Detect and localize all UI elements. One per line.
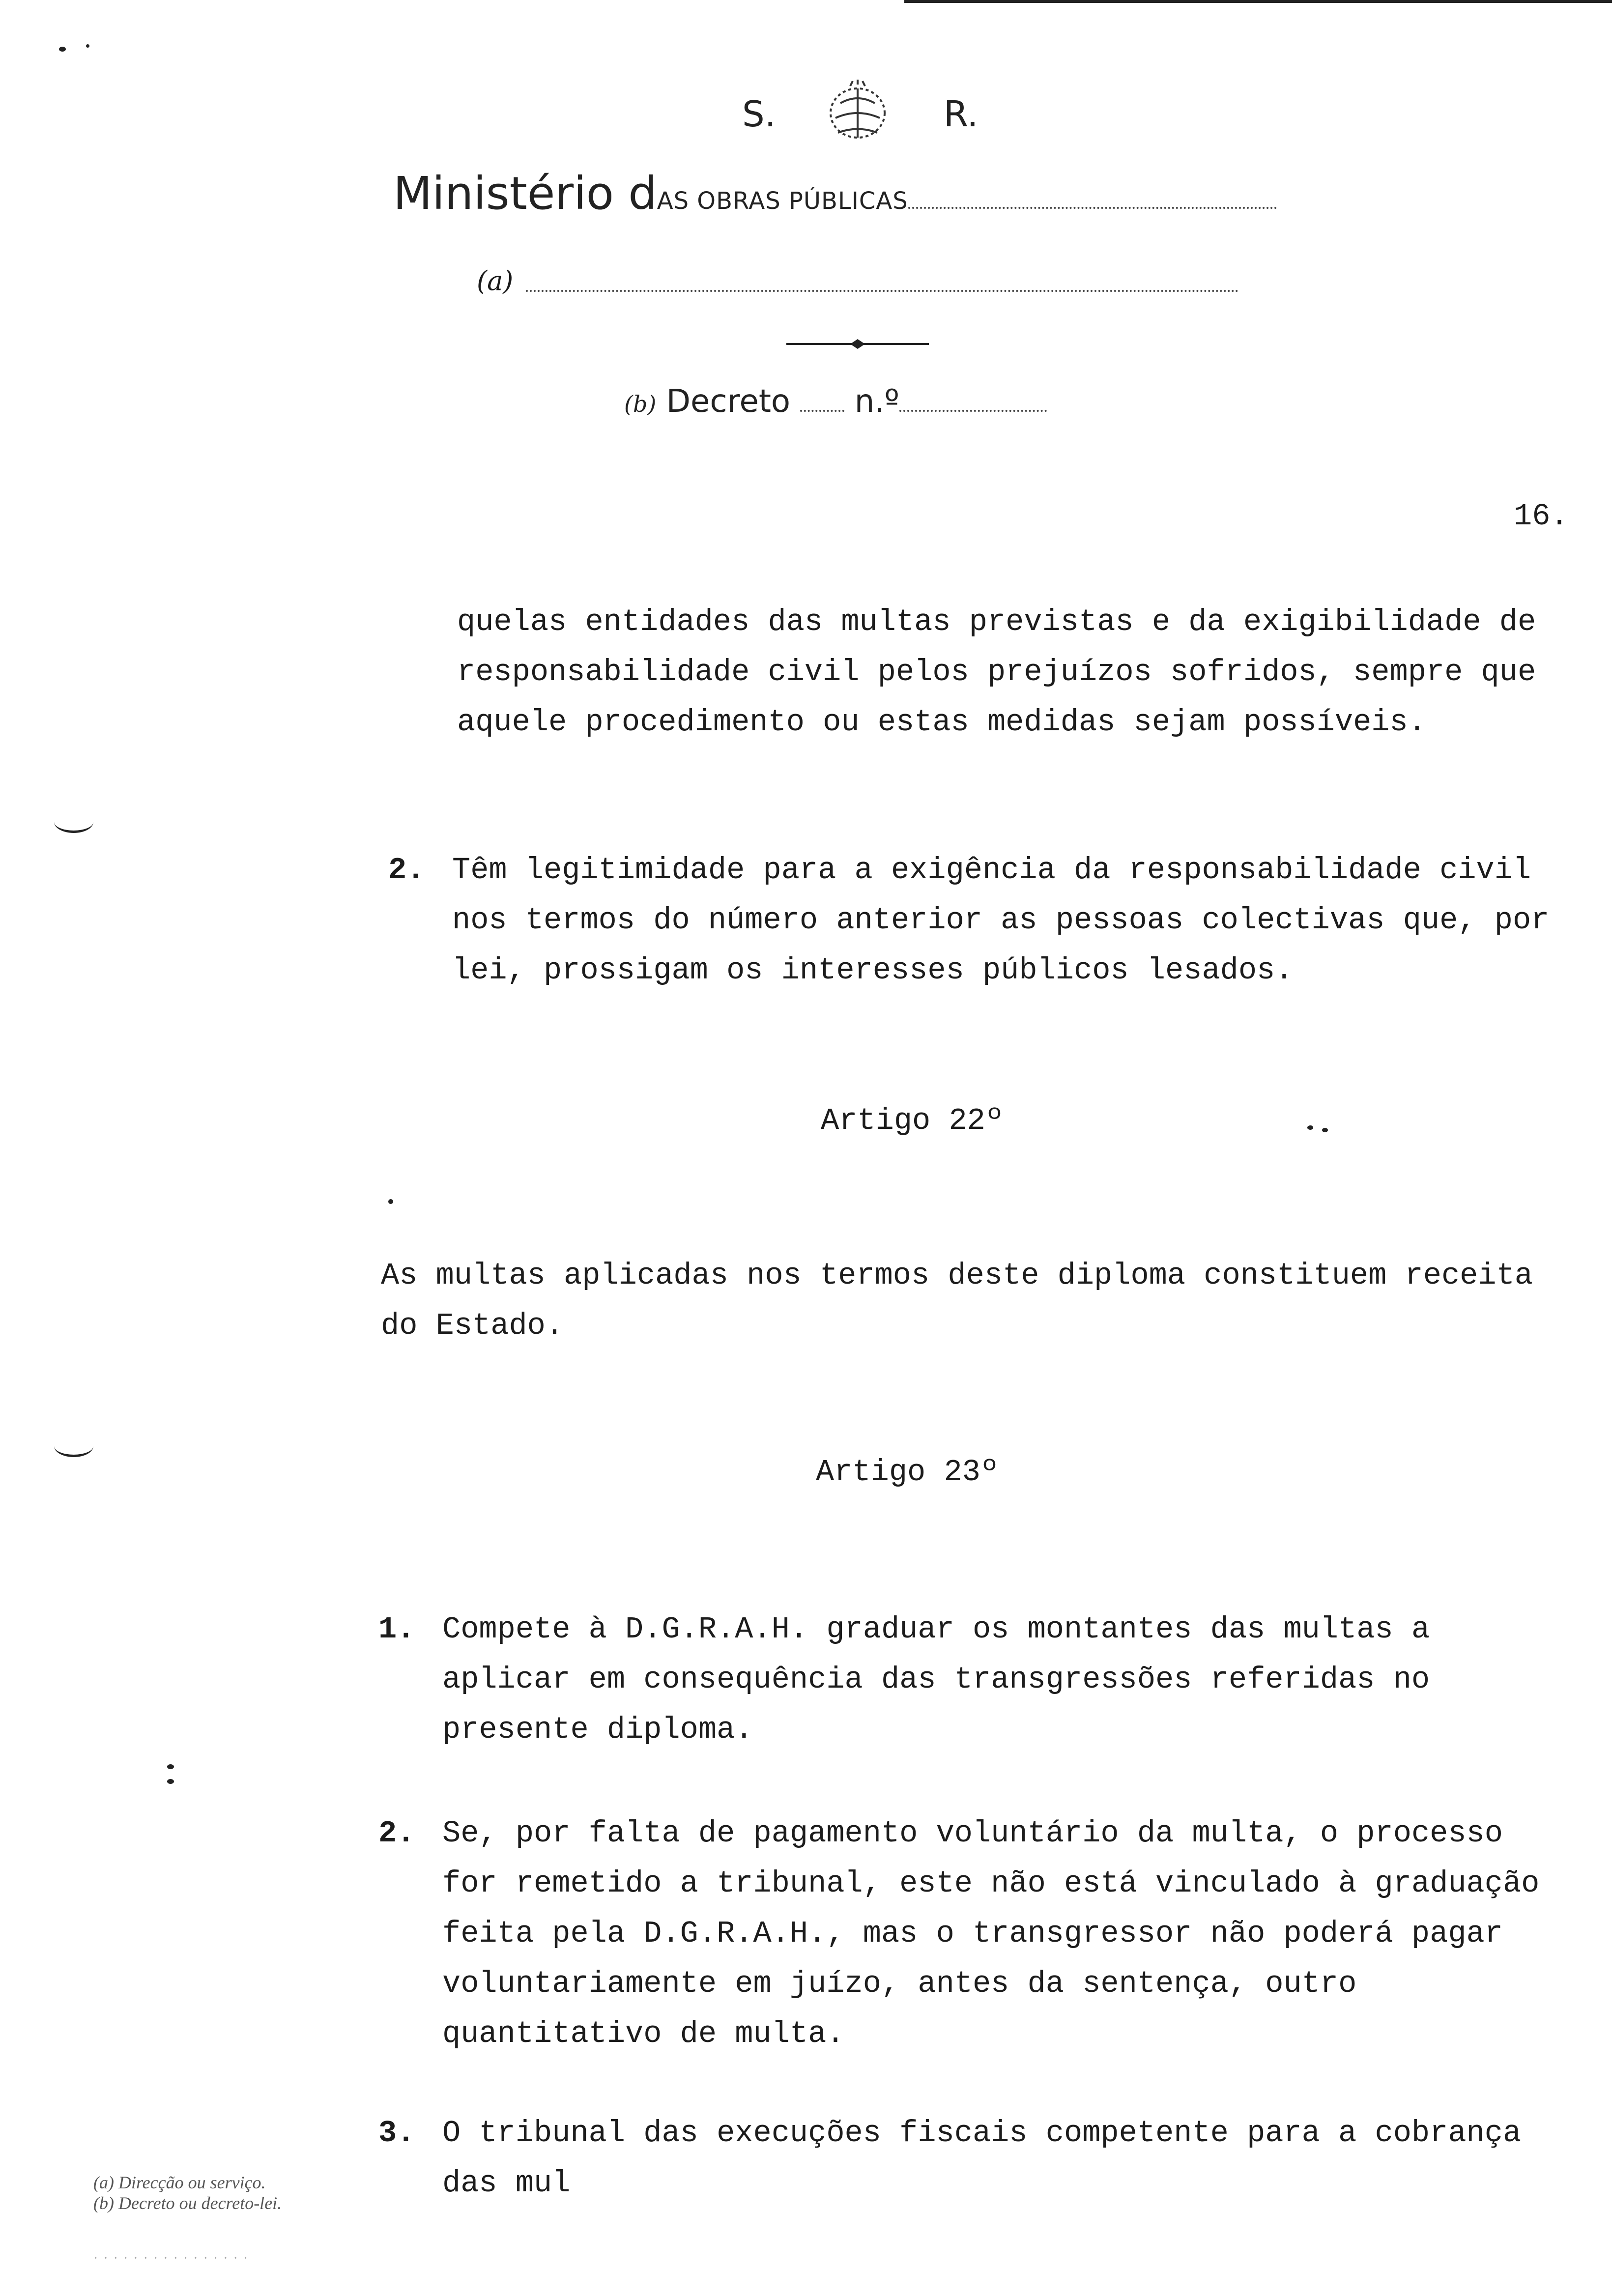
coat-of-arms-seal-icon [821,79,894,147]
punch-hole-mark [54,811,93,833]
scan-speck [167,1764,174,1769]
ministry-name: AS OBRAS PÚBLICAS [657,187,908,215]
republic-header [732,79,1008,147]
scan-speck [1322,1128,1328,1132]
item-text: O tribunal das execuções fiscais competente para a cobrança das mul [442,2116,1522,2201]
scan-speck [167,1779,174,1784]
item-text: Se, por falta de pagamento voluntário da multa, o processo for remetido a tribunal, este não está vinculado à graduação feita pela D.G.R.A.H., mas o transgressor não poderá pagar voluntariamente em juízo, antes da sentença, outro quantitativo de multa. [442,1816,1540,2051]
footnote-marker-a: (a) [477,265,514,296]
top-border-line [904,0,1612,3]
item-number: 2. [388,853,425,888]
footnote-b: (b) Decreto ou decreto-lei. [93,2193,282,2213]
decree-number-label: n.º [854,383,899,420]
item-number: 3. [378,2116,415,2151]
page-number: 16. [1514,499,1569,534]
item-number: 1. [378,1612,415,1647]
footnote-a: (a) Direcção ou serviço. [93,2173,266,2192]
ministry-prefix: Ministério d [393,167,657,220]
article-22-heading: Artigo 22º [821,1103,1004,1138]
scan-speck [86,44,89,48]
article-22-text: As multas aplicadas nos termos deste diploma constituem receita do Estado. [381,1258,1533,1343]
footnotes [93,2172,282,2213]
decree-number-dotted-line [899,410,1047,412]
decree-label: Decreto [666,383,791,420]
decree-type-dotted-line [800,410,844,412]
print-reference-smudge: · · · · · · · · · · · · · · · · [93,2251,249,2266]
header-letter-r: R. [944,93,979,135]
item-text: Têm legitimidade para a exigência da responsabilidade civil nos termos do número anterior as pessoas colectivas que, por lei, prossigam os interesses públicos lesados. [452,853,1550,988]
scan-speck [388,1199,393,1204]
scan-speck [59,47,66,52]
footnote-marker-b: (b) [624,391,657,417]
divider-ornament-icon [786,334,929,354]
article-23-heading: Artigo 23º [816,1455,999,1490]
item-text: Compete à D.G.R.A.H. graduar os montantes das multas a aplicar em consequência das transgressões referidas no presente diploma. [442,1612,1430,1747]
ministry-title [393,167,1327,231]
header-letter-s: S. [742,93,776,135]
direction-dotted-line [526,290,1238,292]
ministry-dotted-line [908,207,1277,209]
decree-line [624,383,1047,420]
intro-paragraph: quelas entidades das multas previstas e da exigibilidade de responsabilidade civil pelos prejuízos sofridos, sempre que aquele procedimento ou estas medidas sejam possíveis. [457,604,1536,740]
scan-speck [1307,1125,1313,1130]
item-number: 2. [378,1816,415,1851]
punch-hole-mark [54,1435,93,1457]
